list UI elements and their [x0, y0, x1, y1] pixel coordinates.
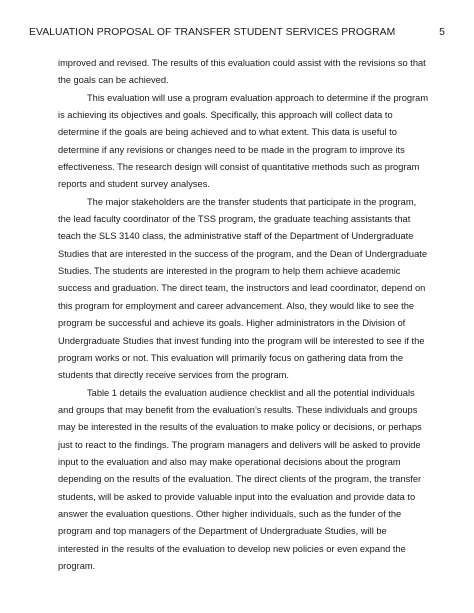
page-number: 5: [439, 27, 445, 38]
paragraph-evaluation-approach: This evaluation will use a program evaluation approach to determine if the program is achieving its objectives and goals. Specifically, this approach will collect data to determine if the goals are being achieved and to what extent. This data is useful to determine if any revisions or changes need to be made in the program to improve its effectiveness. The research design will consist of quantitative methods such as program reports and student survey analyses.: [58, 92, 429, 190]
paragraph-stakeholders: The major stakeholders are the transfer students that participate in the program, the lead faculty coordinator of the TSS program, the graduate teaching assistants that teach the SLS 3140 class, the administrative staff of the Department of Undergraduate Studies that are interested in the success of the program, and the Dean of Undergraduate Studies. The students are interested in the program to help them achieve academic success and graduation. The direct team, the instructors and lead coordinator, depend on this program for employment and career advancement. Also, they would like to see the program be successful and achieve its goals. Higher administrators in the Division of Undergraduate Studies that invest funding into the program will be interested to see if the program works or not. This evaluation will primarily focus on gathering data from the students that directly receive services from the program.: [58, 196, 428, 381]
header-title: EVALUATION PROPOSAL OF TRANSFER STUDENT SERVICES PROGRAM: [29, 27, 396, 38]
paragraph-continuation: improved and revised. The results of this evaluation could assist with the revisions so that the goals can be achieved.: [58, 58, 426, 86]
body-text: [58, 55, 430, 575]
running-header: [29, 26, 445, 40]
paragraph-audience-checklist: Table 1 details the evaluation audience checklist and all the potential individuals and groups that may benefit from the evaluation’s results. These individuals and groups may be interested in the results of the evaluation to make policy or decisions, or perhaps just to react to the findings. The program managers and delivers will be asked to provide input to the evaluation and also may make operational decisions about the program depending on the results of the evaluation. The direct clients of the program, the transfer students, will be asked to provide valuable input into the evaluation and provide data to answer the evaluation questions. Other higher individuals, such as the funder of the program and top managers of the Department of Undergraduate Studies, will be interested in the results of the evaluation to develop new policies or even expand the program.: [58, 387, 422, 571]
